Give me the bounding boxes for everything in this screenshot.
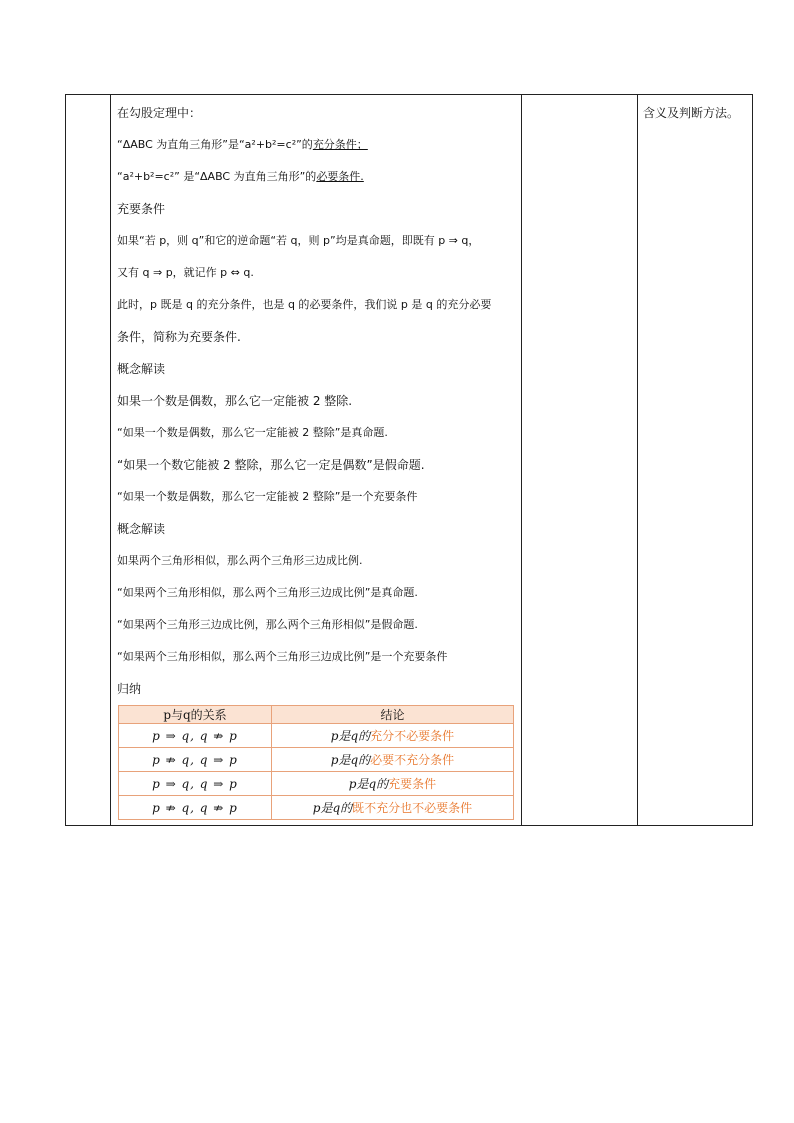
conclusion-term: 必要不充分条件 (370, 753, 455, 767)
conclusion-term: 既不充分也不必要条件 (352, 801, 473, 815)
example-line: “如果一个数是偶数，那么它一定能被 2 整除”是真命题. (117, 426, 388, 439)
section-heading: 充要条件 (117, 202, 166, 216)
intro-line: 在勾股定理中： (117, 106, 202, 120)
conclusion-cell: p是q的必要不充分条件 (272, 748, 514, 772)
conclusion-term: 充分不必要条件 (370, 729, 455, 743)
table-frame (65, 94, 753, 826)
definition-line: 此时，p 既是 q 的充分条件，也是 q 的必要条件，我们说 p 是 q 的充分必要 (117, 298, 492, 311)
relation-cell: p ⇒ q, q ⇒ p (119, 772, 272, 796)
conclusion-cell: p是q的既不充分也不必要条件 (272, 796, 514, 820)
definition-line: 条件，简称为充要条件. (117, 330, 241, 344)
necessary-example: “a²+b²=c²” 是“ΔABC 为直角三角形”的必要条件. (117, 170, 364, 183)
relation-cell: p ⇏ q, q ⇒ p (119, 748, 272, 772)
table-row (119, 772, 514, 796)
conclusion-term: 充要条件 (388, 777, 437, 791)
definition-line: 如果“若 p，则 q”和它的逆命题“若 q，则 p”均是真命题，即既有 p ⇒ q， (117, 234, 480, 247)
right-note-cell: 含义及判断方法。 (643, 106, 740, 120)
example-line: 如果两个三角形相似，那么两个三角形三边成比例. (117, 554, 363, 567)
definition-line: 又有 q ⇒ p，就记作 p ⇔ q. (117, 266, 254, 279)
header-conclusion: 结论 (272, 706, 514, 724)
example-line: “如果两个三角形相似，那么两个三角形三边成比例”是真命题. (117, 586, 418, 599)
header-relation: p与q的关系 (119, 706, 272, 724)
example-line: “如果一个数它能被 2 整除，那么它一定是偶数”是假命题. (117, 458, 425, 472)
table-row (119, 796, 514, 820)
example-line: 如果一个数是偶数，那么它一定能被 2 整除. (117, 394, 353, 408)
relation-cell: p ⇒ q, q ⇏ p (119, 724, 272, 748)
table-header-row (119, 706, 514, 724)
section-heading: 归纳 (117, 682, 142, 696)
example-line: “如果两个三角形三边成比例，那么两个三角形相似”是假命题. (117, 618, 418, 631)
necessary-term: 必要条件. (316, 170, 364, 183)
example-line: “如果两个三角形相似，那么两个三角形三边成比例”是一个充要条件 (117, 650, 448, 663)
sufficient-term: 充分条件； (312, 138, 368, 151)
table-row (119, 748, 514, 772)
conclusion-cell: p是q的充分不必要条件 (272, 724, 514, 748)
table-row (119, 724, 514, 748)
column-divider (110, 95, 111, 825)
example-line: “如果一个数是偶数，那么它一定能被 2 整除”是一个充要条件 (117, 490, 418, 503)
section-heading: 概念解读 (117, 362, 166, 376)
relation-cell: p ⇏ q, q ⇏ p (119, 796, 272, 820)
section-heading: 概念解读 (117, 522, 166, 536)
summary-table (118, 705, 514, 820)
column-divider (637, 95, 638, 825)
conclusion-cell: p是q的充要条件 (272, 772, 514, 796)
sufficient-example: “ΔABC 为直角三角形”是“a²+b²=c²”的充分条件； (117, 138, 368, 151)
column-divider (521, 95, 522, 825)
